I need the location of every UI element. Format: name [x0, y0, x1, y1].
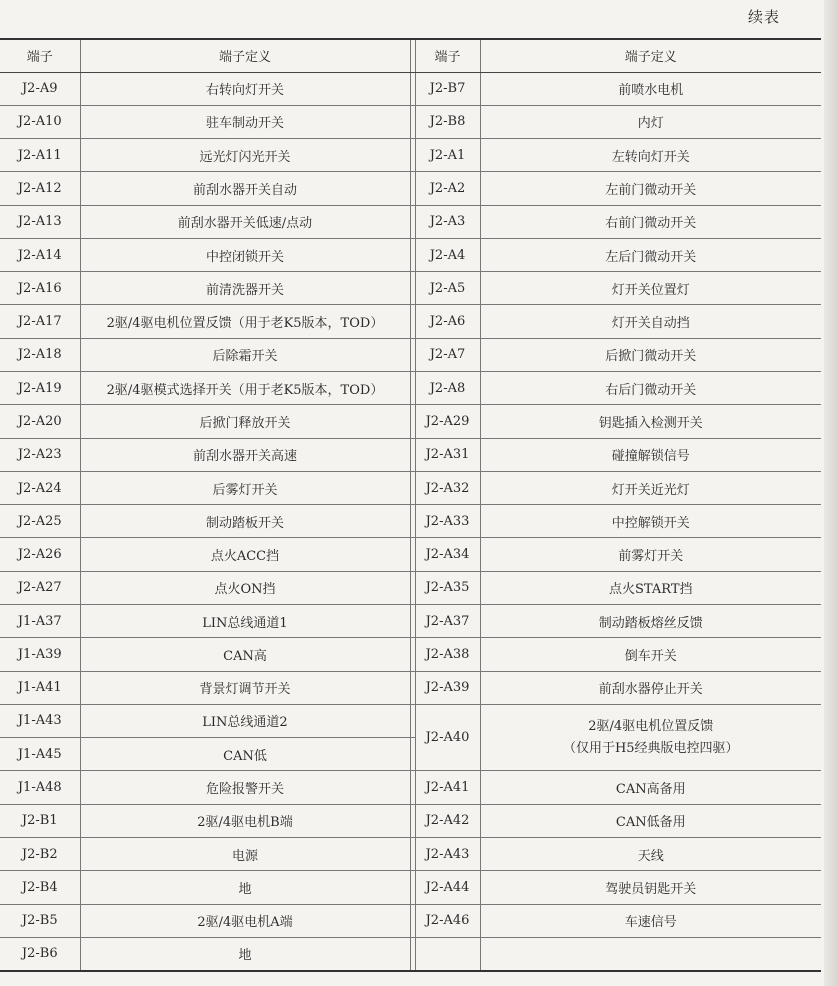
right-terminal-id: J2-A42	[415, 804, 480, 837]
left-terminal-definition: 前刮水器开关高速	[80, 438, 410, 471]
table-row	[0, 671, 821, 704]
right-terminal-id: J2-A33	[415, 505, 480, 538]
right-terminal-id: J2-B8	[415, 105, 480, 138]
left-terminal-id: J2-A24	[0, 471, 80, 504]
table-row	[0, 238, 821, 271]
table-row	[0, 837, 821, 870]
left-terminal-id: J2-B1	[0, 804, 80, 837]
right-terminal-id: J2-A39	[415, 671, 480, 704]
table-row	[0, 538, 821, 571]
left-terminal-id: J2-A25	[0, 505, 80, 538]
definition-line-1: 2驱/4驱电机位置反馈	[588, 718, 714, 734]
left-terminal-definition: CAN低	[80, 738, 410, 771]
empty-cell	[415, 937, 480, 971]
right-terminal-definition: CAN低备用	[480, 804, 821, 837]
right-terminal-definition	[480, 704, 821, 771]
left-terminal-id: J2-A19	[0, 372, 80, 405]
table-row	[0, 105, 821, 138]
terminal-definition-table	[0, 38, 821, 972]
left-terminal-definition: 驻车制动开关	[80, 105, 410, 138]
left-terminal-id: J1-A37	[0, 605, 80, 638]
table-row	[0, 505, 821, 538]
left-terminal-definition: 危险报警开关	[80, 771, 410, 804]
table-row	[0, 405, 821, 438]
left-terminal-definition: 前清洗器开关	[80, 272, 410, 305]
table-row	[0, 139, 821, 172]
right-terminal-id: J2-A8	[415, 372, 480, 405]
left-terminal-definition: 点火ON挡	[80, 571, 410, 604]
left-terminal-id: J2-A27	[0, 571, 80, 604]
right-terminal-id: J2-A37	[415, 605, 480, 638]
right-terminal-definition: 左转向灯开关	[480, 139, 821, 172]
table-row	[0, 704, 821, 737]
left-terminal-definition: 点火ACC挡	[80, 538, 410, 571]
right-terminal-id: J2-A29	[415, 405, 480, 438]
left-terminal-definition: 制动踏板开关	[80, 505, 410, 538]
left-terminal-definition: 地	[80, 871, 410, 904]
page-edge-shadow	[824, 0, 838, 986]
left-terminal-id: J2-A10	[0, 105, 80, 138]
left-terminal-id: J2-A18	[0, 338, 80, 371]
left-terminal-id: J2-A13	[0, 205, 80, 238]
left-terminal-id: J1-A43	[0, 704, 80, 737]
right-terminal-definition: 左前门微动开关	[480, 172, 821, 205]
column-divider	[410, 738, 415, 771]
right-terminal-id: J2-A3	[415, 205, 480, 238]
left-terminal-definition: 地	[80, 937, 410, 971]
left-terminal-definition: LIN总线通道2	[80, 704, 410, 737]
right-terminal-id: J2-A7	[415, 338, 480, 371]
left-terminal-definition: 中控闭锁开关	[80, 238, 410, 271]
right-terminal-id: J2-B7	[415, 72, 480, 105]
table-continued-caption: 续表	[748, 8, 781, 26]
table-row	[0, 272, 821, 305]
left-terminal-id: J2-A12	[0, 172, 80, 205]
left-terminal-definition: 右转向灯开关	[80, 72, 410, 105]
table-row	[0, 205, 821, 238]
left-terminal-id: J2-B5	[0, 904, 80, 937]
left-terminal-definition: 后雾灯开关	[80, 471, 410, 504]
definition-line-2: （仅用于H5经典版电控四驱）	[562, 740, 739, 756]
table-header	[0, 39, 821, 72]
left-terminal-id: J1-A48	[0, 771, 80, 804]
left-terminal-id: J2-A11	[0, 139, 80, 172]
left-terminal-definition: 前刮水器开关自动	[80, 172, 410, 205]
right-terminal-id: J2-A34	[415, 538, 480, 571]
left-terminal-id: J2-B4	[0, 871, 80, 904]
right-terminal-definition: 制动踏板熔丝反馈	[480, 605, 821, 638]
left-terminal-definition: CAN高	[80, 638, 410, 671]
table-row	[0, 605, 821, 638]
left-terminal-definition: LIN总线通道1	[80, 605, 410, 638]
table-row	[0, 638, 821, 671]
left-terminal-id: J2-A20	[0, 405, 80, 438]
right-terminal-definition: 前刮水器停止开关	[480, 671, 821, 704]
table-row	[0, 338, 821, 371]
right-terminal-definition: 右前门微动开关	[480, 205, 821, 238]
right-terminal-definition: 天线	[480, 837, 821, 870]
table-row	[0, 471, 821, 504]
right-terminal-definition: 内灯	[480, 105, 821, 138]
right-terminal-definition: 碰撞解锁信号	[480, 438, 821, 471]
left-terminal-id: J2-A23	[0, 438, 80, 471]
left-terminal-id: J2-A17	[0, 305, 80, 338]
right-terminal-definition: CAN高备用	[480, 771, 821, 804]
left-terminal-definition: 后掀门释放开关	[80, 405, 410, 438]
table-row	[0, 871, 821, 904]
right-terminal-definition: 中控解锁开关	[480, 505, 821, 538]
header-right-definition: 端子定义	[480, 39, 821, 72]
left-terminal-id: J1-A39	[0, 638, 80, 671]
header-right-terminal: 端子	[415, 39, 480, 72]
right-terminal-id: J2-A2	[415, 172, 480, 205]
right-terminal-definition: 前喷水电机	[480, 72, 821, 105]
table-body	[0, 72, 821, 971]
right-terminal-id: J2-A43	[415, 837, 480, 870]
right-terminal-id: J2-A41	[415, 771, 480, 804]
right-terminal-definition: 倒车开关	[480, 638, 821, 671]
table-row	[0, 172, 821, 205]
left-terminal-definition: 电源	[80, 837, 410, 870]
right-terminal-definition: 后掀门微动开关	[480, 338, 821, 371]
left-terminal-definition: 2驱/4驱电机A端	[80, 904, 410, 937]
left-terminal-id: J1-A45	[0, 738, 80, 771]
right-terminal-id: J2-A38	[415, 638, 480, 671]
left-terminal-definition: 2驱/4驱模式选择开关（用于老K5版本，TOD）	[80, 372, 410, 405]
right-terminal-id: J2-A6	[415, 305, 480, 338]
left-terminal-id: J2-B6	[0, 937, 80, 971]
table-row	[0, 72, 821, 105]
right-terminal-definition: 灯开关自动挡	[480, 305, 821, 338]
header-row	[0, 39, 821, 72]
table-row	[0, 771, 821, 804]
left-terminal-definition: 2驱/4驱电机B端	[80, 804, 410, 837]
left-terminal-id: J2-A26	[0, 538, 80, 571]
table-row	[0, 804, 821, 837]
right-terminal-id: J2-A31	[415, 438, 480, 471]
left-terminal-definition: 远光灯闪光开关	[80, 139, 410, 172]
right-terminal-definition: 车速信号	[480, 904, 821, 937]
right-terminal-definition: 灯开关位置灯	[480, 272, 821, 305]
left-terminal-definition: 2驱/4驱电机位置反馈（用于老K5版本，TOD）	[80, 305, 410, 338]
table-row	[0, 372, 821, 405]
table-row	[0, 904, 821, 937]
right-terminal-id: J2-A46	[415, 904, 480, 937]
left-terminal-id: J2-A9	[0, 72, 80, 105]
header-left-terminal: 端子	[0, 39, 80, 72]
empty-cell	[480, 937, 821, 971]
left-terminal-definition: 背景灯调节开关	[80, 671, 410, 704]
left-terminal-id: J2-A16	[0, 272, 80, 305]
right-terminal-id: J2-A1	[415, 139, 480, 172]
left-terminal-definition: 前刮水器开关低速/点动	[80, 205, 410, 238]
right-terminal-id: J2-A40	[415, 704, 480, 771]
right-terminal-definition: 点火START挡	[480, 571, 821, 604]
table-row	[0, 305, 821, 338]
table-row	[0, 438, 821, 471]
right-terminal-id: J2-A32	[415, 471, 480, 504]
right-terminal-id: J2-A4	[415, 238, 480, 271]
right-terminal-definition: 钥匙插入检测开关	[480, 405, 821, 438]
header-left-definition: 端子定义	[80, 39, 410, 72]
right-terminal-definition: 灯开关近光灯	[480, 471, 821, 504]
right-terminal-id: J2-A5	[415, 272, 480, 305]
table-row	[0, 937, 821, 971]
right-terminal-definition: 前雾灯开关	[480, 538, 821, 571]
left-terminal-definition: 后除霜开关	[80, 338, 410, 371]
right-terminal-definition: 右后门微动开关	[480, 372, 821, 405]
left-terminal-id: J1-A41	[0, 671, 80, 704]
right-terminal-definition: 左后门微动开关	[480, 238, 821, 271]
table-row	[0, 571, 821, 604]
right-terminal-id: J2-A44	[415, 871, 480, 904]
left-terminal-id: J2-B2	[0, 837, 80, 870]
left-terminal-id: J2-A14	[0, 238, 80, 271]
right-terminal-id: J2-A35	[415, 571, 480, 604]
right-terminal-definition: 驾驶员钥匙开关	[480, 871, 821, 904]
